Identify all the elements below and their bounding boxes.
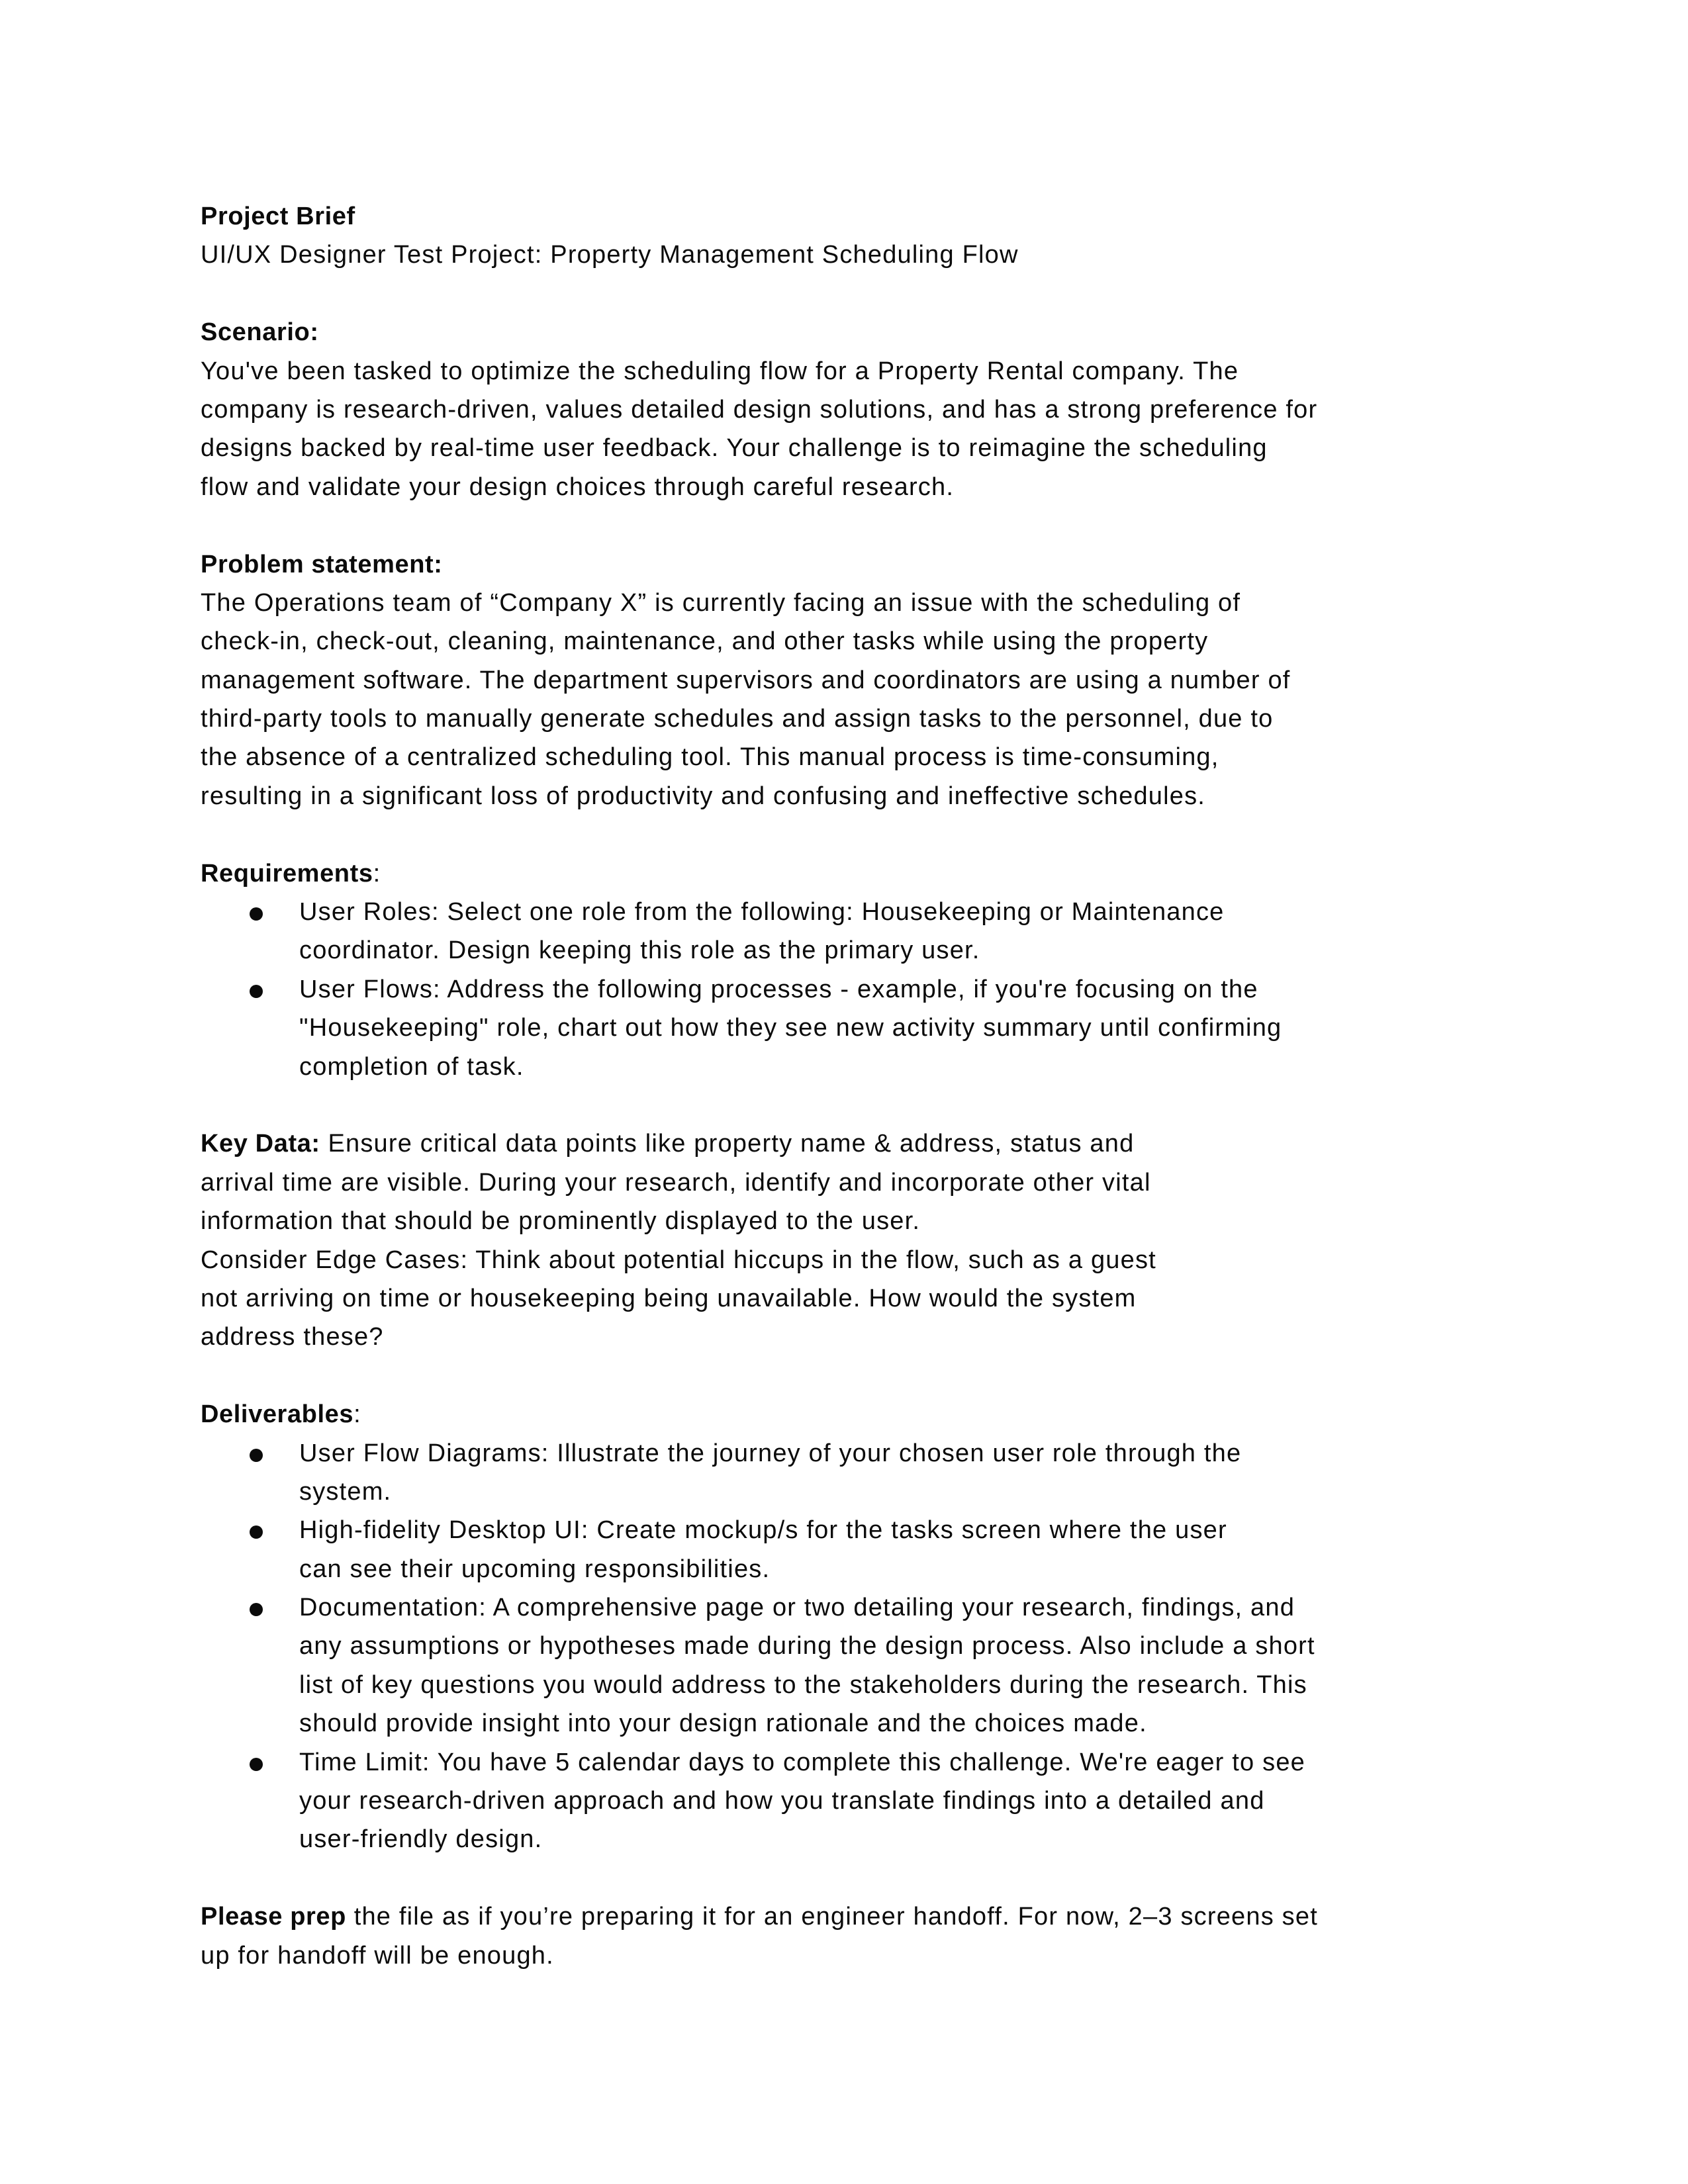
requirement-line: "Housekeeping" role, chart out how they see new activity summary until confirming: [299, 1014, 1282, 1042]
problem-line: third-party tools to manually generate schedules and assign tasks to the personnel, due to: [201, 705, 1274, 733]
key-data-section: [201, 1124, 1524, 1356]
scenario-section: [201, 313, 1524, 506]
closing-text: the file as if you’re preparing it for an engineer handoff. For now, 2–3 screens set: [346, 1903, 1318, 1931]
document-title: Project Brief: [201, 203, 355, 230]
deliverable-item-documentation: [201, 1588, 1524, 1743]
bullet-icon: [250, 907, 263, 921]
bullet-icon: [250, 1449, 263, 1462]
deliverable-line: your research-driven approach and how you translate findings into a detailed and: [299, 1787, 1265, 1815]
deliverables-section: [201, 1395, 1524, 1859]
key-data-line: information that should be prominently displayed to the user.: [201, 1207, 921, 1236]
deliverable-line: User Flow Diagrams: Illustrate the journey of your chosen user role through the: [299, 1439, 1242, 1467]
document-page: [201, 197, 1524, 1975]
requirements-section: [201, 854, 1524, 1086]
problem-section: [201, 545, 1524, 816]
deliverable-line: Documentation: A comprehensive page or two detailing your research, findings, and: [299, 1594, 1295, 1622]
requirement-line: User Roles: Select one role from the following: Housekeeping or Maintenance: [299, 898, 1225, 927]
closing-first-line: [201, 1897, 1524, 1936]
spacer: [201, 275, 1524, 313]
deliverable-item-user-flow-diagrams: [201, 1434, 1524, 1512]
deliverables-heading: Deliverables: [201, 1400, 354, 1429]
key-data-label: Key Data:: [201, 1130, 320, 1158]
spacer: [201, 1086, 1524, 1124]
closing-line: up for handoff will be enough.: [201, 1941, 554, 1970]
requirements-heading-row: [201, 854, 1524, 893]
key-data-line: arrival time are visible. During your research, identify and incorporate other vital: [201, 1168, 1151, 1197]
scenario-line: designs backed by real-time user feedback. Your challenge is to reimagine the scheduling: [201, 434, 1268, 463]
closing-section: [201, 1897, 1524, 1975]
problem-line: The Operations team of “Company X” is currently facing an issue with the scheduling of: [201, 588, 1241, 617]
spacer: [201, 1859, 1524, 1897]
spacer: [201, 815, 1524, 854]
scenario-line: You've been tasked to optimize the scheduling flow for a Property Rental company. The: [201, 357, 1239, 385]
requirement-line: coordinator. Design keeping this role as the primary user.: [299, 936, 980, 965]
problem-line: the absence of a centralized scheduling tool. This manual process is time-consuming,: [201, 743, 1219, 772]
deliverables-heading-colon: :: [353, 1400, 361, 1429]
deliverable-item-high-fidelity-ui: [201, 1511, 1524, 1588]
bullet-icon: [250, 985, 263, 998]
closing-label: Please prep: [201, 1903, 346, 1931]
deliverable-line: any assumptions or hypotheses made during the design process. Also include a short: [299, 1632, 1315, 1661]
bullet-icon: [250, 1758, 263, 1771]
deliverable-line: system.: [299, 1477, 392, 1506]
spacer: [201, 1357, 1524, 1395]
problem-heading: Problem statement:: [201, 550, 443, 578]
edge-cases-line: not arriving on time or housekeeping being unavailable. How would the system: [201, 1284, 1137, 1312]
deliverables-heading-row: [201, 1395, 1524, 1433]
spacer: [201, 506, 1524, 545]
requirement-line: completion of task.: [299, 1052, 524, 1081]
scenario-line: flow and validate your design choices through careful research.: [201, 473, 955, 501]
requirement-item-user-flows: [201, 970, 1524, 1086]
deliverable-item-time-limit: [201, 1743, 1524, 1859]
scenario-line: company is research-driven, values detailed design solutions, and has a strong preference for: [201, 395, 1318, 424]
deliverable-line: should provide insight into your design rationale and the choices made.: [299, 1709, 1147, 1738]
problem-line: resulting in a significant loss of productivity and confusing and ineffective schedules.: [201, 782, 1206, 810]
requirements-heading: Requirements: [201, 859, 373, 887]
requirements-heading-colon: :: [373, 859, 381, 887]
document-subtitle: UI/UX Designer Test Project: Property Management Scheduling Flow: [201, 241, 1019, 269]
deliverable-line: can see their upcoming responsibilities.: [299, 1555, 771, 1583]
key-data-first-line: [201, 1124, 1524, 1163]
requirement-item-user-roles: [201, 893, 1524, 970]
problem-line: management software. The department supervisors and coordinators are using a number of: [201, 666, 1291, 694]
key-data-text: Ensure critical data points like property name & address, status and: [320, 1130, 1135, 1158]
problem-line: check-in, check-out, cleaning, maintenance, and other tasks while using the property: [201, 627, 1209, 656]
edge-cases-line: address these?: [201, 1323, 384, 1351]
deliverable-line: Time Limit: You have 5 calendar days to complete this challenge. We're eager to see: [299, 1748, 1305, 1776]
deliverable-line: list of key questions you would address to the stakeholders during the research. This: [299, 1670, 1307, 1699]
bullet-icon: [250, 1603, 263, 1616]
scenario-heading: Scenario:: [201, 318, 319, 347]
edge-cases-line: Consider Edge Cases: Think about potential hiccups in the flow, such as a guest: [201, 1246, 1156, 1274]
deliverable-line: user-friendly design.: [299, 1825, 543, 1854]
requirement-line: User Flows: Address the following processes - example, if you're focusing on the: [299, 975, 1258, 1003]
bullet-icon: [250, 1525, 263, 1539]
deliverable-line: High-fidelity Desktop UI: Create mockup/s for the tasks screen where the user: [299, 1516, 1227, 1545]
